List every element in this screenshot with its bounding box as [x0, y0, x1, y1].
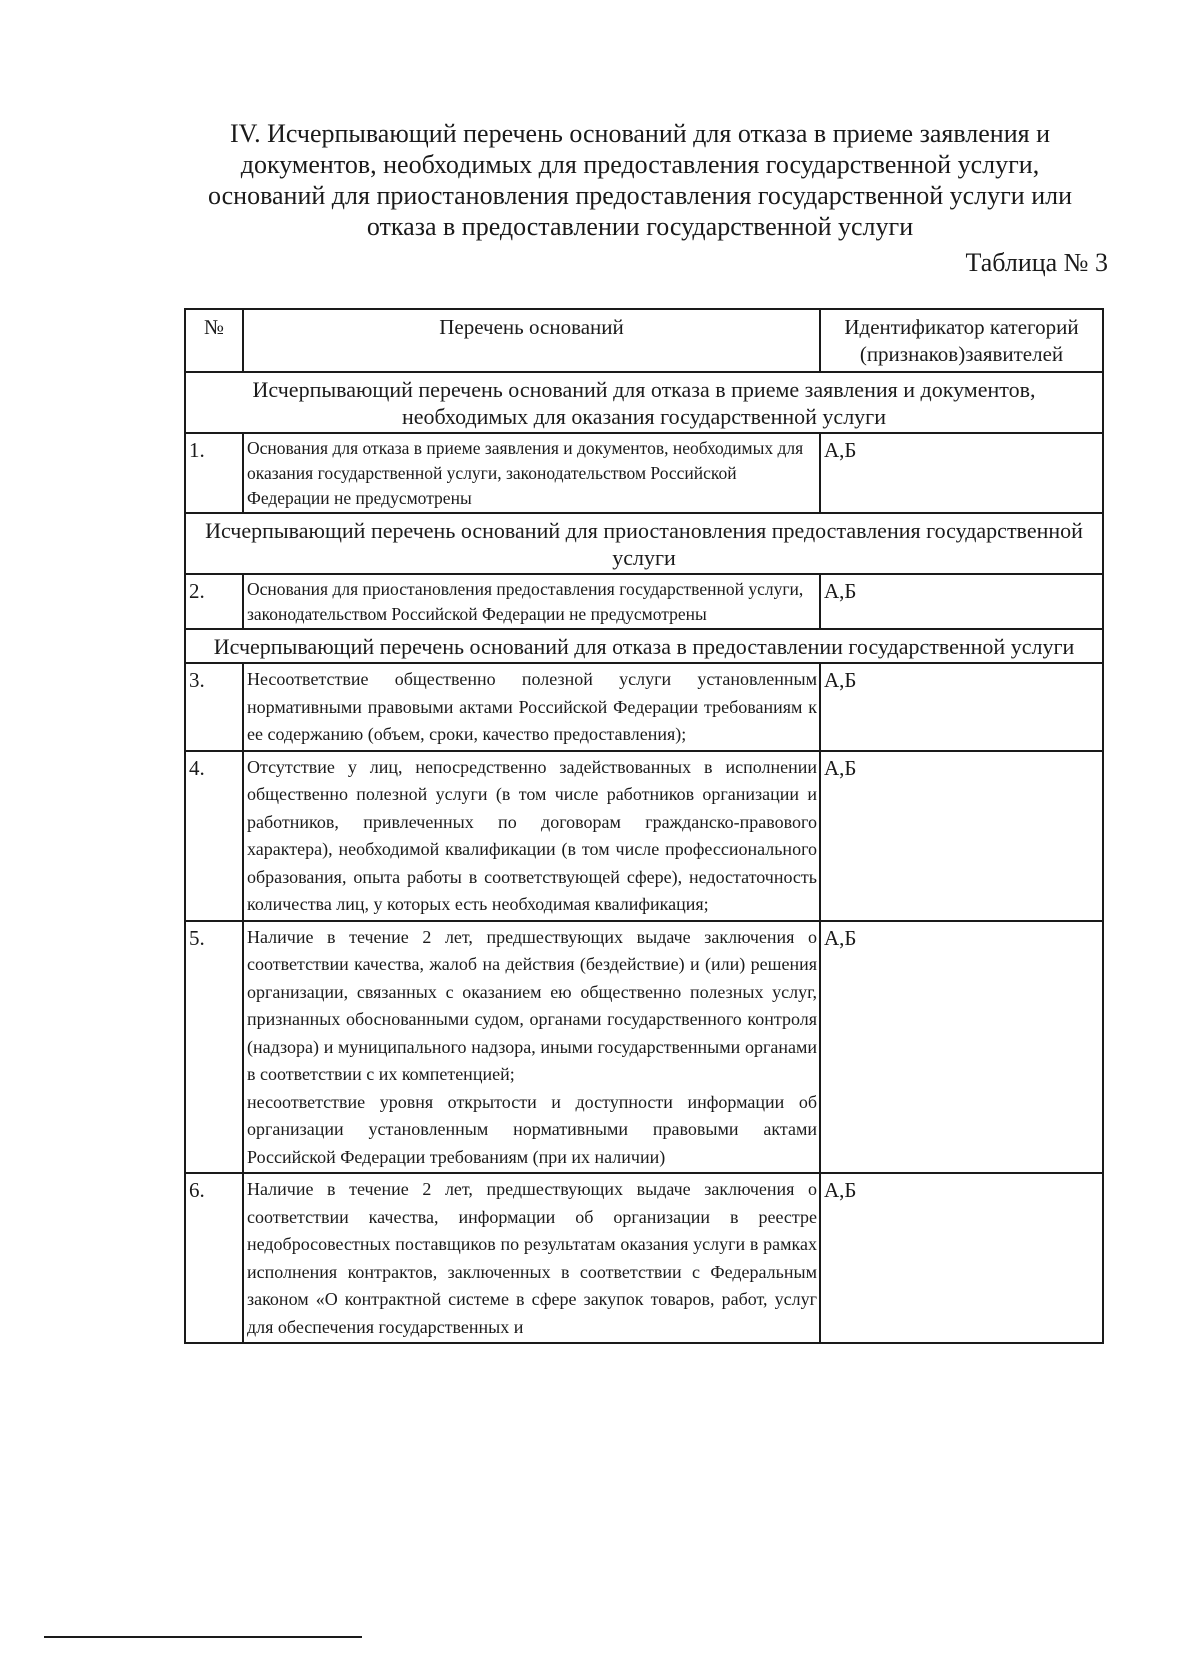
row-number: 3.	[185, 663, 243, 751]
row-number: 6.	[185, 1173, 243, 1343]
table-header-row	[185, 309, 1103, 372]
row-paragraph: Наличие в течение 2 лет, предшествующих выдаче заключения о соответствии качества, жалоб на действия (бездействие) и (или) решения организации, связанных с оказанием ею общественно полезных услуг, признанных обоснованными судом, органами государственного контроля (надзора) и муниципального надзора, иными государственными органами в соответствии с их компетенцией;	[247, 926, 817, 1084]
row-category-id: А,Б	[820, 751, 1103, 921]
section-heading	[170, 118, 1110, 242]
row-grounds-text	[243, 751, 820, 921]
row-number: 2.	[185, 574, 243, 629]
section-row	[185, 629, 1103, 663]
row-paragraph: Несоответствие общественно полезной услуги установленным нормативными правовыми актами Российской Федерации требованиям к ее содержанию (объем, сроки, качество предоставления);	[247, 669, 817, 744]
row-category-id: А,Б	[820, 1173, 1103, 1343]
section-title: Исчерпывающий перечень оснований для отказа в приеме заявления и документов, необходимых для оказания государственной услуги	[185, 372, 1103, 433]
table-row	[185, 751, 1103, 921]
row-category-id: А,Б	[820, 663, 1103, 751]
table-row	[185, 921, 1103, 1174]
row-number: 4.	[185, 751, 243, 921]
footnote-separator	[44, 1636, 362, 1638]
row-paragraph: Наличие в течение 2 лет, предшествующих выдаче заключения о соответствии качества, информации об организации в реестре недобросовестных поставщиков по результатам оказания услуги в рамках исполнения контрактов, заключенных в соответствии с Федеральным законом «О контрактной системе в сфере закупок товаров, работ, услуг для обеспечения государственных и	[247, 1179, 817, 1337]
header-applicant-category-id: Идентификатор категорий (признаков)заявителей	[820, 309, 1103, 372]
table-number-label: Таблица № 3	[965, 248, 1108, 277]
row-number: 5.	[185, 921, 243, 1174]
row-grounds-text	[243, 1173, 820, 1343]
row-paragraph: Основания для приостановления предоставления государственной услуги, законодательством Российской Федерации не предусмотрены	[247, 579, 804, 624]
row-grounds-text	[243, 921, 820, 1174]
row-paragraph: несоответствие уровня открытости и доступности информации об организации установленным нормативными правовыми актами Российской Федерации требованиям (при их наличии)	[247, 1091, 817, 1167]
row-paragraph: Основания для отказа в приеме заявления и документов, необходимых для оказания государственной услуги, законодательством Российской Федерации не предусмотрены	[247, 438, 804, 508]
row-category-id: А,Б	[820, 574, 1103, 629]
row-grounds-text	[243, 574, 820, 629]
table-row	[185, 574, 1103, 629]
heading-line: IV. Исчерпывающий перечень оснований для отказа в приеме заявления и	[229, 119, 1050, 148]
section-title: Исчерпывающий перечень оснований для приостановления предоставления государственной услуги	[185, 513, 1103, 574]
header-number: №	[185, 309, 243, 372]
heading-line: отказа в предоставлении государственной услуги	[366, 212, 914, 241]
table-row	[185, 663, 1103, 751]
row-paragraph: Отсутствие у лиц, непосредственно задействованных в исполнении общественно полезной услуги (в том числе работников организации и работников, привлеченных по договорам гражданско-правового характера), необходимой квалификации (в том числе профессионального образования, опыта работы в соответствующей сфере), недостаточность количества лиц, у которых есть необходимая квалификация;	[247, 756, 817, 914]
section-row	[185, 372, 1103, 433]
row-category-id: А,Б	[820, 433, 1103, 513]
section-row	[185, 513, 1103, 574]
section-title: Исчерпывающий перечень оснований для отказа в предоставлении государственной услуги	[185, 629, 1103, 663]
table-row	[185, 433, 1103, 513]
row-category-id: А,Б	[820, 921, 1103, 1174]
grounds-table	[184, 308, 1104, 1344]
row-grounds-text	[243, 663, 820, 751]
heading-line: документов, необходимых для предоставления государственной услуги,	[240, 150, 1040, 179]
heading-line: оснований для приостановления предоставления государственной услуги или	[207, 181, 1073, 210]
table-row	[185, 1173, 1103, 1343]
header-grounds-list: Перечень оснований	[243, 309, 820, 372]
row-number: 1.	[185, 433, 243, 513]
row-grounds-text	[243, 433, 820, 513]
